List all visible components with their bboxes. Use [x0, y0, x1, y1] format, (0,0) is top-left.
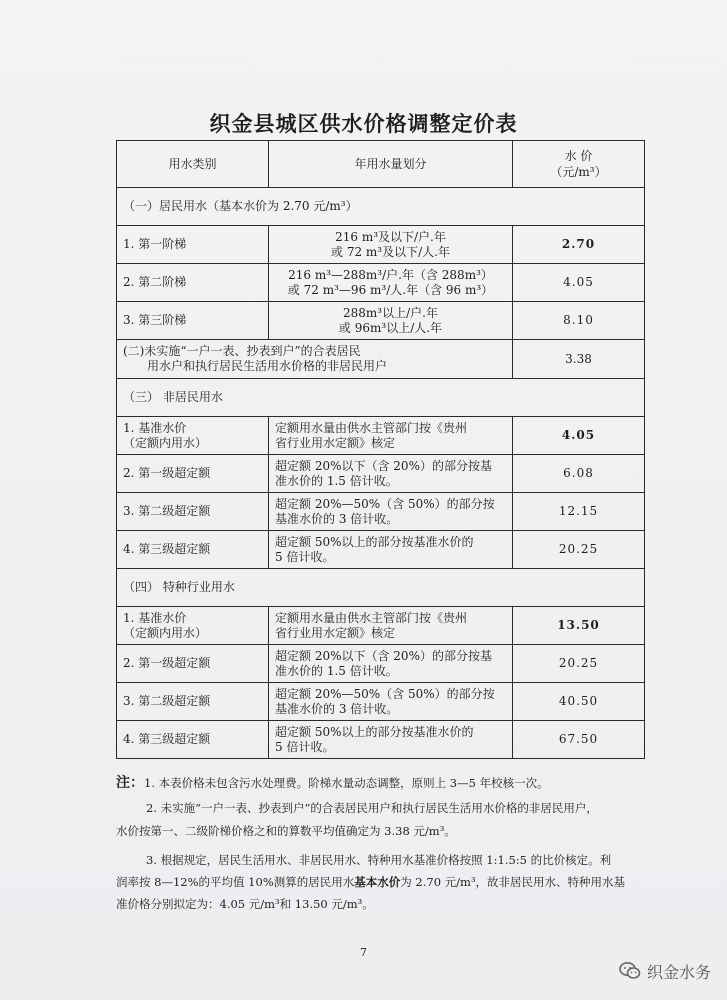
note-2: [146, 797, 686, 819]
header-category: 用水类别: [117, 141, 269, 188]
row-price: 3.38: [513, 340, 645, 379]
section-title: [117, 340, 513, 379]
table-row: [117, 531, 645, 569]
row-range: [269, 302, 513, 340]
section-title: （一）居民用水（基本水价为 2.70 元/m³）: [117, 188, 645, 226]
desc-line2: 准水价的 1.5 倍计收。: [275, 663, 398, 678]
row-name: 4. 第三级超定额: [117, 721, 269, 759]
combined-title-line1: (二)未实施“一户一表、抄表到户”的合表居民: [123, 344, 361, 358]
row-name: 3. 第二级超定额: [117, 683, 269, 721]
note-3-line2c: 为 2.70 元/m³，故非居民用水、特种用水基: [400, 875, 626, 889]
table-row: [117, 226, 645, 264]
name-line1: 1. 基准水价: [123, 610, 187, 625]
desc-line2: 准水价的 1.5 倍计收。: [275, 473, 398, 488]
name-line1: 1. 基准水价: [123, 420, 187, 435]
row-name: 2. 第一级超定额: [117, 645, 269, 683]
wechat-icon: [619, 961, 641, 981]
desc-line1: 定额用水量由供水主管部门按《贵州: [275, 420, 468, 435]
row-price: 13.50: [513, 607, 645, 645]
page-number: 7: [360, 946, 367, 959]
combined-title-line2: 用水户和执行居民生活用水价格的非居民用户: [147, 359, 388, 373]
row-price: 12.15: [513, 493, 645, 531]
desc-line2: 5 倍计收。: [275, 739, 335, 754]
name-line2: （定额内用水）: [123, 625, 208, 640]
desc-line2: 5 倍计收。: [275, 549, 335, 564]
note-3-line1: 3. 根据规定，居民生活用水、非居民用水、特种用水基准价格按照 1:1.5:5 的比价核定。利: [146, 853, 612, 867]
section-residential: [117, 188, 645, 226]
desc-line1: 超定额 20%—50%（含 50%）的部分按: [275, 496, 495, 511]
row-desc: [269, 531, 513, 569]
row-desc: [269, 721, 513, 759]
document-title: 织金县城区供水价格调整定价表: [209, 111, 518, 136]
desc-line2: 省行业用水定额》核定: [275, 435, 396, 450]
note-3-line2a: 润率按 8—12%的平均值 10%测算的居民用水: [116, 875, 355, 889]
table-row: [117, 455, 645, 493]
row-name: [117, 417, 269, 455]
row-price: 2.70: [513, 226, 645, 264]
note-3-line2b: 基本水价: [354, 875, 401, 889]
row-price: 67.50: [513, 721, 645, 759]
name-line2: （定额内用水）: [123, 435, 208, 450]
row-desc: [269, 417, 513, 455]
note-2-line2: 水价按第一、二级阶梯价格之和的算数平均值确定为 3.38 元/m³。: [116, 824, 456, 838]
row-name: 1. 第一阶梯: [117, 226, 269, 264]
note-3-line3: 准价格分别拟定为：4.05 元/m³和 13.50 元/m³。: [116, 897, 374, 911]
table-row: [117, 302, 645, 340]
row-price: 8.10: [513, 302, 645, 340]
table-row: [117, 645, 645, 683]
desc-line1: 定额用水量由供水主管部门按《贵州: [275, 610, 468, 625]
range-line1: 216 m³及以下/户.年: [335, 229, 446, 244]
table-header-row: [117, 141, 645, 188]
note-2-line1: 2. 未实施“一户一表、抄表到户”的合表居民用户和执行居民生活用水价格的非居民用户，: [146, 801, 598, 815]
note-label: 注：: [116, 775, 144, 791]
note-2-cont: [116, 820, 676, 842]
table-row: [117, 264, 645, 302]
desc-line2: 基准水价的 3 倍计收。: [275, 701, 399, 716]
range-line1: 216 m³—288m³/户.年（含 288m³）: [288, 267, 493, 282]
row-price: 40.50: [513, 683, 645, 721]
price-table: [116, 140, 645, 759]
range-line2: 或 72 m³及以下/人.年: [331, 244, 450, 259]
row-price: 6.08: [513, 455, 645, 493]
row-desc: [269, 455, 513, 493]
row-name: 3. 第三阶梯: [117, 302, 269, 340]
note-3: [146, 849, 686, 871]
watermark: [619, 958, 711, 984]
table-row: [117, 607, 645, 645]
row-desc: [269, 607, 513, 645]
watermark-text: 织金水务: [646, 962, 711, 982]
table-row: [117, 417, 645, 455]
table-row: [117, 683, 645, 721]
desc-line1: 超定额 20%以下（含 20%）的部分按基: [275, 648, 492, 663]
row-desc: [269, 645, 513, 683]
row-name: 4. 第三级超定额: [117, 531, 269, 569]
header-price: [513, 141, 645, 188]
row-price: 4.05: [513, 417, 645, 455]
section-combined: [117, 340, 645, 379]
row-desc: [269, 683, 513, 721]
note-3-end: [116, 893, 676, 915]
desc-line1: 超定额 20%—50%（含 50%）的部分按: [275, 686, 495, 701]
note-1: [116, 772, 676, 794]
desc-line2: 基准水价的 3 倍计收。: [275, 511, 399, 526]
row-range: [269, 226, 513, 264]
desc-line1: 超定额 20%以下（含 20%）的部分按基: [275, 458, 492, 473]
row-range: [269, 264, 513, 302]
desc-line1: 超定额 50%以上的部分按基准水价的: [275, 534, 474, 549]
range-line1: 288m³以上/户.年: [343, 305, 438, 320]
row-name: 3. 第二级超定额: [117, 493, 269, 531]
section-nonresidential: [117, 379, 645, 417]
range-line2: 或 96m³以上/人.年: [338, 320, 443, 335]
note-3-cont: [116, 871, 686, 893]
header-price-line1: 水 价: [564, 149, 593, 163]
section-title: （三） 非居民用水: [117, 379, 645, 417]
table-row: [117, 721, 645, 759]
row-desc: [269, 493, 513, 531]
row-name: [117, 607, 269, 645]
range-line2: 或 72 m³—96 m³/人.年（含 96 m³）: [287, 282, 494, 297]
desc-line2: 省行业用水定额》核定: [275, 625, 396, 640]
row-name: 2. 第一级超定额: [117, 455, 269, 493]
row-name: 2. 第二阶梯: [117, 264, 269, 302]
note-1-text: 1. 本表价格未包含污水处理费。阶梯水量动态调整，原则上 3—5 年校核一次。: [144, 776, 549, 790]
section-special: [117, 569, 645, 607]
table-row: [117, 493, 645, 531]
section-title: （四） 特种行业用水: [117, 569, 645, 607]
row-price: 4.05: [513, 264, 645, 302]
row-price: 20.25: [513, 645, 645, 683]
header-price-line2: （元/m³）: [550, 165, 607, 179]
header-volume: 年用水量划分: [269, 141, 513, 188]
desc-line1: 超定额 50%以上的部分按基准水价的: [275, 724, 474, 739]
row-price: 20.25: [513, 531, 645, 569]
